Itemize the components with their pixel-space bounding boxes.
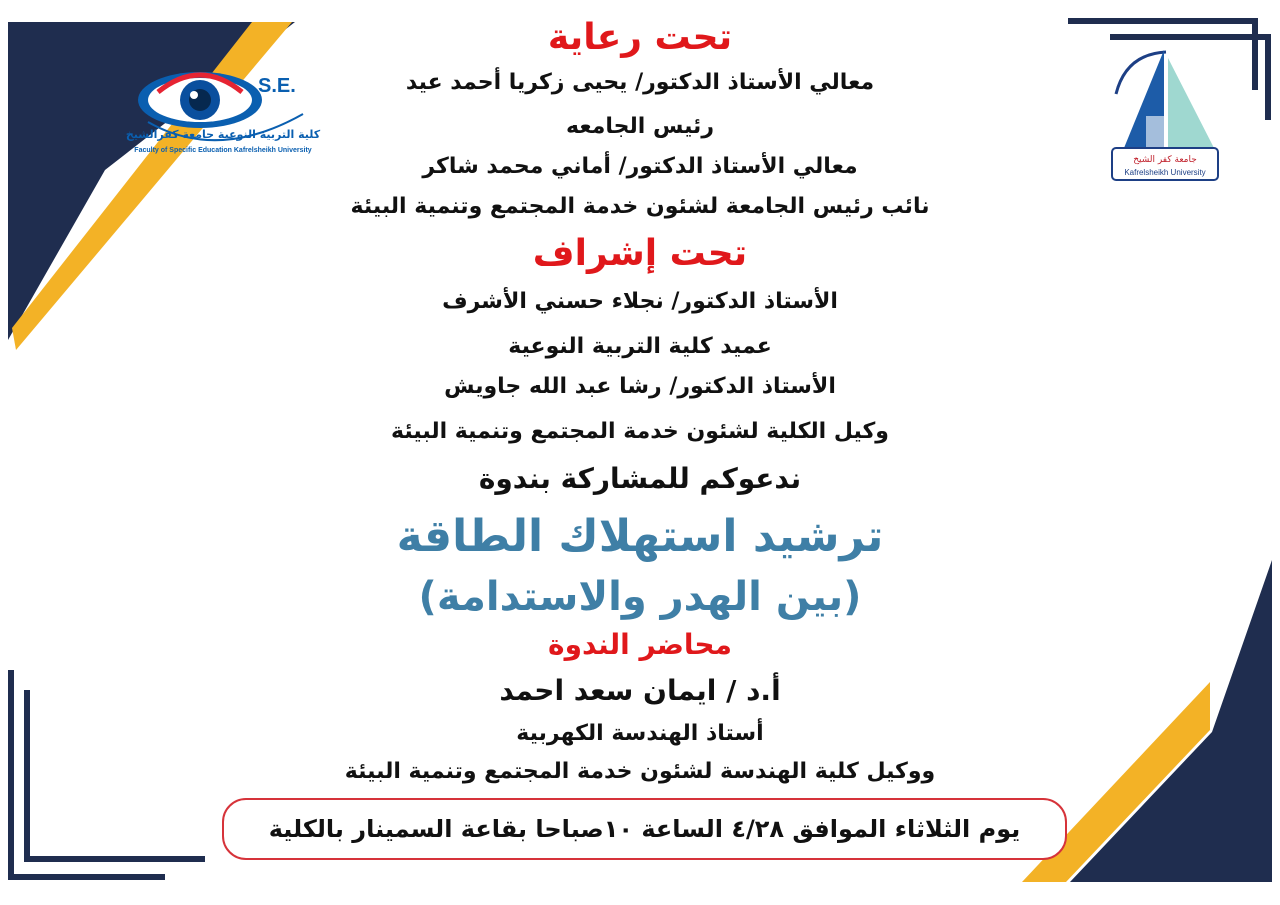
faculty-logo-english: Faculty of Specific Education Kafrelsheikh University xyxy=(134,147,312,154)
date-time-text: يوم الثلاثاء الموافق ٤/٢٨ الساعة ١٠صباحا بقاعة السمينار بالكلية xyxy=(268,815,1021,843)
invitation-text: ندعوكم للمشاركة بندوة xyxy=(478,462,802,495)
supervision-line-2: عميد كلية التربية النوعية xyxy=(508,334,772,359)
lecturer-name: أ.د / ايمان سعد احمد xyxy=(499,674,781,707)
patronage-heading: تحت رعاية xyxy=(547,17,733,58)
supervision-line-4: وكيل الكلية لشئون خدمة المجتمع وتنمية البيئة xyxy=(391,419,889,444)
patronage-line-2: رئيس الجامعه xyxy=(566,114,714,139)
supervision-heading: تحت إشراف xyxy=(532,233,748,274)
university-logo-arabic: جامعة كفر الشيخ xyxy=(1133,155,1197,165)
patronage-line-1: معالي الأستاذ الدكتور/ يحيى زكريا أحمد عيد xyxy=(405,70,875,95)
seminar-title-line-1: ترشيد استهلاك الطاقة xyxy=(396,511,884,562)
lecturer-role-2: ووكيل كلية الهندسة لشئون خدمة المجتمع وتنمية البيئة xyxy=(344,759,936,784)
lecturer-role-1: أستاذ الهندسة الكهربية xyxy=(516,721,764,746)
faculty-logo-abbr: S.E. xyxy=(258,75,296,97)
lecturer-heading: محاضر الندوة xyxy=(548,628,732,661)
seminar-title-line-2: (بين الهدر والاستدامة) xyxy=(418,574,862,620)
frame-navy-line-bottom-left-2 xyxy=(24,856,205,862)
patronage-line-3: معالي الأستاذ الدكتور/ أماني محمد شاكر xyxy=(422,154,858,179)
supervision-line-1: الأستاذ الدكتور/ نجلاء حسني الأشرف xyxy=(442,289,838,314)
frame-navy-line-bottom-left xyxy=(8,874,165,880)
patronage-line-4: نائب رئيس الجامعة لشئون خدمة المجتمع وتنمية البيئة xyxy=(350,194,930,219)
date-time-box xyxy=(222,798,1067,860)
supervision-line-3: الأستاذ الدكتور/ رشا عبد الله جاويش xyxy=(444,374,836,399)
university-logo-english: Kafrelsheikh University xyxy=(1124,168,1206,177)
faculty-logo-arabic: كلية التربية النوعية جامعة كفرالشيخ xyxy=(125,128,321,141)
